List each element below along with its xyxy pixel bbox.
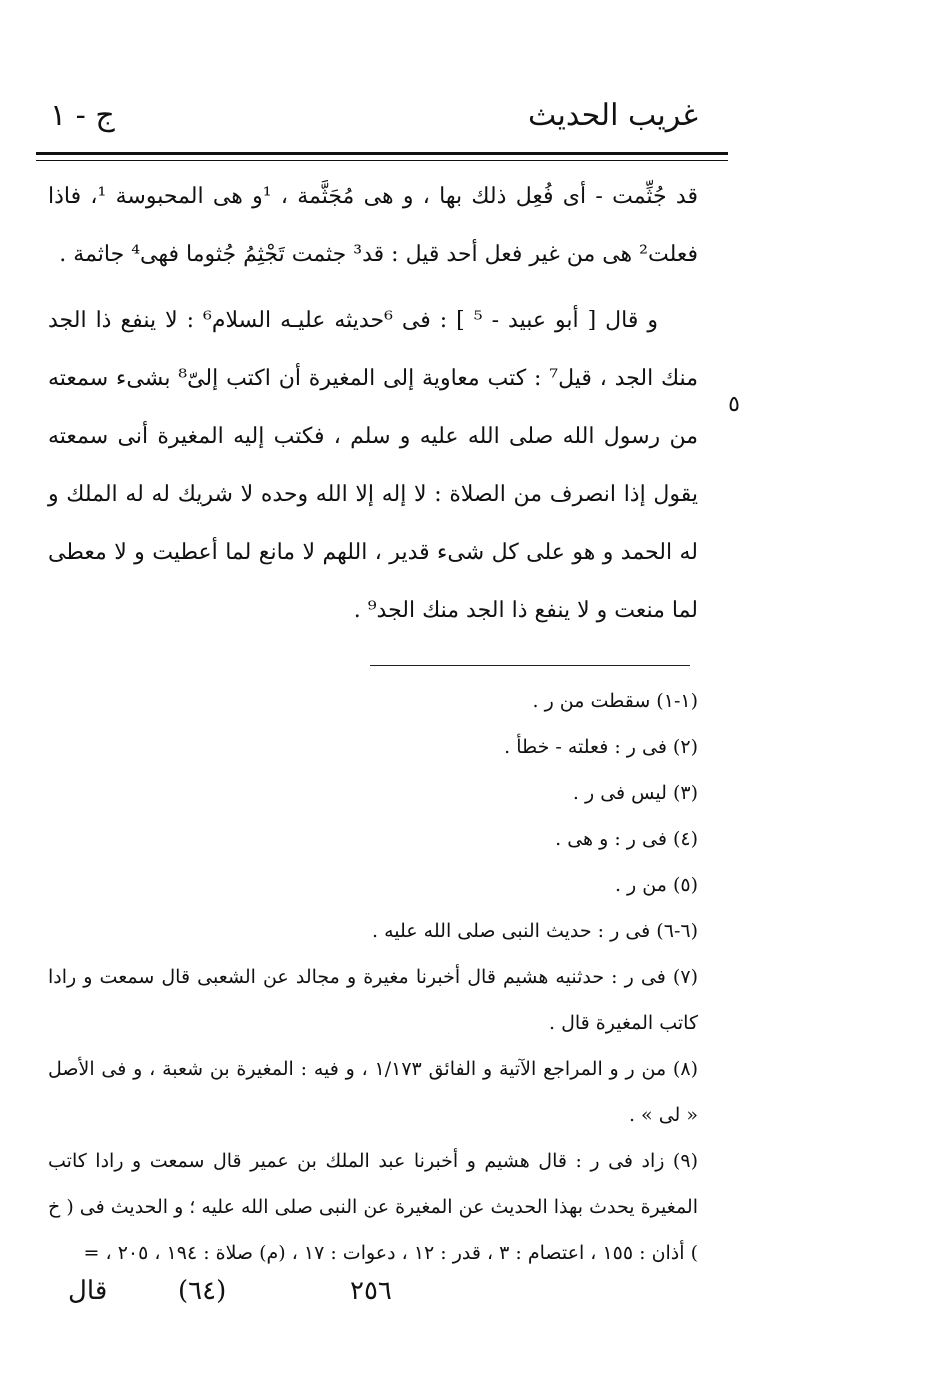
signature-mark: (٦٤) (178, 1276, 227, 1306)
main-text (48, 168, 698, 640)
paragraph-2: و قال [ أبو عبيد - ⁵ ] : فى ⁶حديثه عليـه السلام⁶ : لا ينفع ذا الجد منك الجد ، قيل⁷ : كتب معاوية إلى المغيرة أن اكتب إلىّ⁸ بشىء سمعته من رسول الله صلى الله عليه و سلم ، فكتب إليه المغيرة أنى سمعته يقول إذا انصرف من الصلاة : لا إله إلا الله وحده لا شريك له له الملك و له الحمد و هو على كل شىء قدير ، اللهم لا مانع لما أعطيت و لا معطى لما منعت و لا ينفع ذا الجد منك الجد⁹ . (48, 308, 698, 623)
footnote-5: (٥) من ر . (614, 874, 698, 896)
page-number: ٢٥٦ (350, 1276, 392, 1306)
footnote-2: (٢) فى ر : فعلته - خطأ . (504, 736, 698, 758)
paragraph-1: قد جُثِّمت - أى فُعِل ذلك بها ، و هى مُجَثَّمة ، ¹و هى المحبوسة ¹، فاذا فعلت² هى من غير فعل أحد قيل : قد³ جثمت تَجْثِمُ جُثوما فهى⁴ جاثمة . (48, 184, 698, 267)
footnotes (48, 678, 698, 1276)
footnote-4: (٤) فى ر : و هى . (555, 828, 698, 850)
footnote-3: (٣) ليس فى ر . (572, 782, 698, 804)
footnote-6: (٦-٦) فى ر : حديث النبى صلى الله عليه . (372, 920, 698, 942)
header-rule-thin (36, 160, 728, 161)
catchword: قال (68, 1276, 108, 1306)
volume-number: ج - ١ (50, 98, 115, 133)
footnote-9: (٩) زاد فى ر : قال هشيم و أخبرنا عبد الملك بن عمير قال سمعت و رادا كاتب المغيرة يحدث بهذا الحديث عن المغيرة عن النبى صلى الله عليه ؛ و الحديث فى ( خ ) أذان : ١٥٥ ، اعتصام : ٣ ، قدر : ١٢ ، دعوات : ١٧ ، (م) صلاة : ١٩٤ ، ٢٠٥ ، = (48, 1150, 698, 1264)
running-title: غريب الحديث (528, 98, 698, 133)
margin-line-number: ٥ (728, 392, 740, 417)
footnote-7: (٧) فى ر : حدثنيه هشيم قال أخبرنا مغيرة و مجالد عن الشعبى قال سمعت و رادا كاتب المغيرة قال . (48, 966, 698, 1034)
footnote-separator (370, 665, 690, 666)
footnote-8: (٨) من ر و المراجع الآتية و الفائق ١/١٧٣ ، و فيه : المغيرة بن شعبة ، و فى الأصل « لى » . (48, 1058, 698, 1126)
header-rule-thick (36, 152, 728, 155)
footnote-1: (١-١) سقطت من ر . (532, 690, 698, 712)
